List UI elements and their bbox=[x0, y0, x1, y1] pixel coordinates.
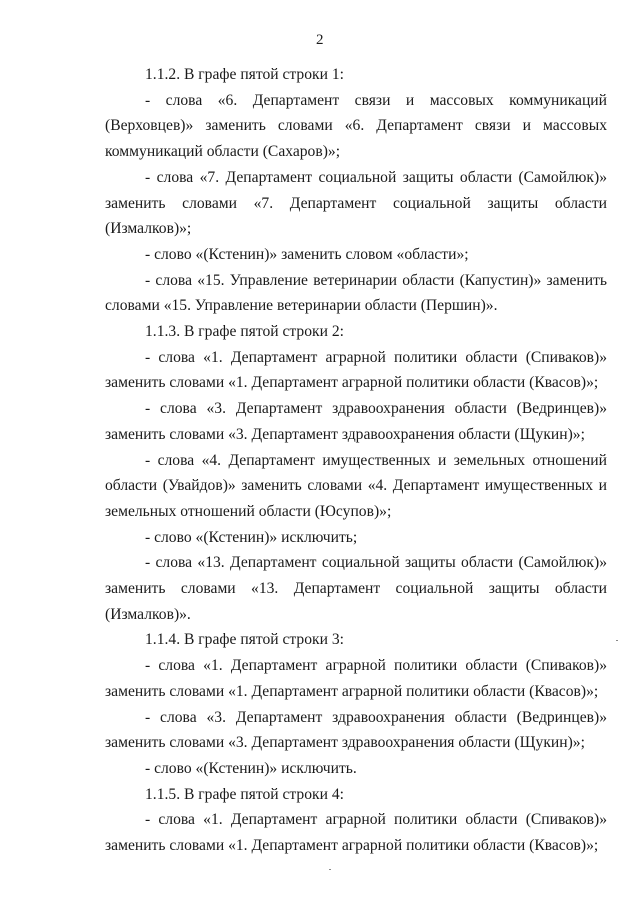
amendment-item: - слова «1. Департамент аграрной политики области (Спиваков)» заменить словами «1. Департамент аграрной политики области (Квасов)»; bbox=[105, 657, 607, 700]
amendment-item: - слова «3. Департамент здравоохранения области (Ведринцев)» заменить словами «3. Департамент здравоохранения области (Щукин)»; bbox=[105, 708, 607, 752]
amendment-item-line: - слова «13. Департамент социальной защиты области (Самойлюк)» bbox=[145, 554, 607, 572]
amendment-item: - слово «(Кстенин)» исключить. bbox=[145, 759, 357, 777]
section-heading-1-1-2: 1.1.2. В графе пятой строки 1: bbox=[145, 66, 344, 83]
amendment-item: - слова «1. Департамент аграрной политики области (Спиваков)» заменить словами «1. Департамент аграрной политики области (Квасов)»; bbox=[105, 348, 607, 392]
section-heading-1-1-5: 1.1.5. В графе пятой строки 4: bbox=[145, 785, 344, 803]
amendment-item: - слова «6. Департамент связи и массовых коммуникаций (Верховцев)» заменить словами «6. Департамент связи и массовых коммуникаций области (Сахаров)»; bbox=[105, 91, 607, 161]
amendment-item: - слово «(Кстенин)» заменить словом «области»; bbox=[145, 245, 469, 263]
amendment-item-line: (Измалков)». bbox=[105, 605, 191, 623]
section-heading-1-1-4: 1.1.4. В графе пятой строки 3: bbox=[145, 631, 344, 649]
amendment-item: - слово «(Кстенин)» исключить; bbox=[145, 528, 358, 546]
amendment-item: - слова «4. Департамент имущественных и земельных отношений области (Увайдов)» заменить словами «4. Департамент имущественных и земельных отношений области (Юсупов)»; bbox=[105, 451, 607, 520]
amendment-item: - слова «3. Департамент здравоохранения области (Ведринцев)» заменить словами «3. Департамент здравоохранения области (Щукин)»; bbox=[105, 400, 607, 443]
page-number: 2 bbox=[316, 32, 324, 48]
amendment-item: - слова «1. Департамент аграрной политики области (Спиваков)» заменить словами «1. Департамент аграрной политики области (Квасов)»; bbox=[105, 811, 607, 855]
section-heading-1-1-3: 1.1.3. В графе пятой строки 2: bbox=[145, 323, 344, 341]
scan-speck bbox=[329, 869, 331, 870]
amendment-item: - слова «7. Департамент социальной защиты области (Самойлюк)» заменить словами «7. Департамент социальной защиты области (Измалков)»; bbox=[105, 168, 607, 238]
scan-speck bbox=[616, 640, 618, 641]
document-body bbox=[105, 62, 607, 859]
amendment-item: - слова «15. Управление ветеринарии области (Капустин)» заменить словами «15. Управление ветеринарии области (Першин)». bbox=[105, 271, 607, 315]
amendment-item-line: заменить словами «13. Департамент социальной защиты области bbox=[105, 580, 607, 598]
